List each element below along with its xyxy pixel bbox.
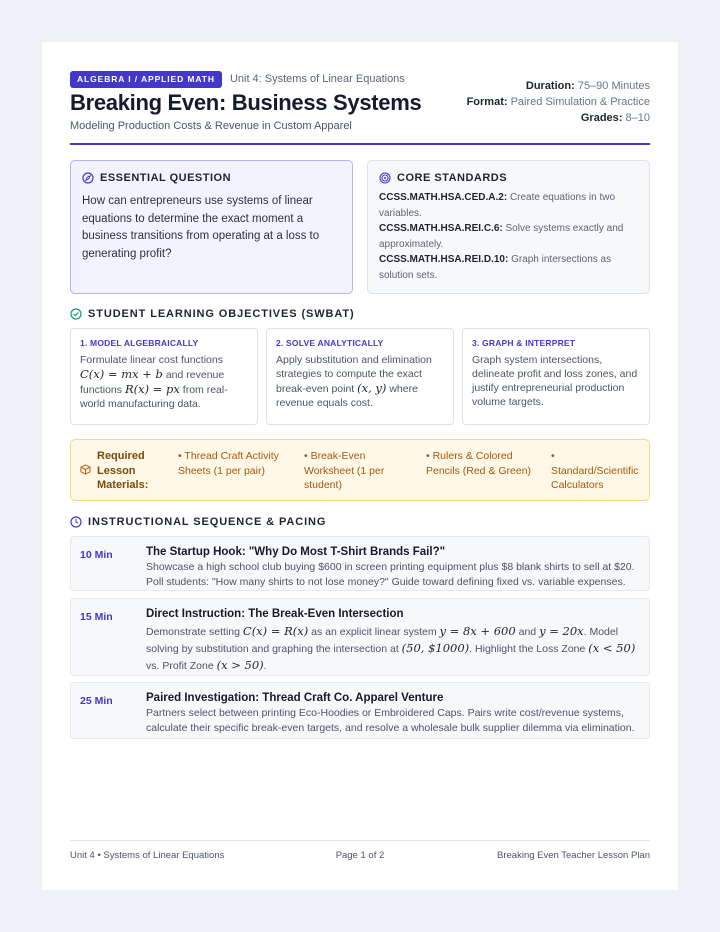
sequence-title: INSTRUCTIONAL SEQUENCE & PACING — [70, 516, 326, 528]
objective-heading: 2. SOLVE ANALYTICALLY — [276, 338, 384, 348]
objective-text: Apply substitution and elimination strategies to compute the exact break-even point (x, y) where revenue equals cost. — [276, 354, 432, 409]
core-standards-title: CORE STANDARDS — [379, 171, 638, 185]
objective-card — [70, 328, 258, 425]
page-content — [70, 70, 650, 861]
pacing-text: Partners select between printing Eco-Hoodies or Embroidered Caps. Pairs write cost/revenue systems, calculate their specific break-even targets, and resolve a wholesale bulk supplier dilemma via elimination. — [146, 707, 635, 734]
pacing-row — [70, 682, 650, 739]
pacing-time: 15 Min — [80, 611, 113, 623]
material-item: • Standard/Scientific Calculators — [551, 450, 639, 491]
objectives-title: STUDENT LEARNING OBJECTIVES (SWBAT) — [70, 308, 355, 320]
materials-label: Required Lesson Materials: — [97, 450, 149, 491]
footer-doc-title: Breaking Even Teacher Lesson Plan — [497, 850, 650, 861]
essential-question-title: ESSENTIAL QUESTION — [82, 171, 341, 185]
pacing-heading: Paired Investigation: Thread Craft Co. Apparel Venture — [146, 692, 444, 704]
objective-text: Graph system intersections, delineate profit and loss zones, and justify entrepreneurial production volume targets. — [472, 354, 638, 408]
pacing-heading: Direct Instruction: The Break-Even Intersection — [146, 608, 404, 620]
target-icon — [379, 172, 391, 184]
pacing-row — [70, 598, 650, 676]
objectives-grid — [70, 328, 650, 425]
standard-item: CCSS.MATH.HSA.REI.D.10: Graph intersections as solution sets. — [379, 254, 612, 281]
material-item: • Rulers & Colored Pencils (Red & Green) — [426, 450, 532, 477]
footer-unit: Unit 4 • Systems of Linear Equations — [70, 850, 225, 861]
objective-card — [266, 328, 454, 425]
meta-duration: Duration: 75–90 Minutes — [525, 80, 650, 92]
essential-question-card — [70, 160, 353, 294]
objective-card — [462, 328, 650, 425]
objective-heading: 3. GRAPH & INTERPRET — [472, 338, 576, 348]
box-icon — [80, 464, 91, 475]
lesson-plan-page — [42, 42, 678, 890]
clock-icon — [70, 516, 82, 528]
header — [70, 70, 650, 145]
top-cards — [70, 160, 650, 294]
pacing-heading: The Startup Hook: "Why Do Most T-Shirt Brands Fail?" — [146, 546, 446, 558]
meta-grades: Grades: 8–10 — [580, 112, 650, 124]
tag-row — [70, 70, 405, 88]
standard-item: CCSS.MATH.HSA.CED.A.2: Create equations in two variables. — [379, 192, 616, 219]
page-footer — [70, 840, 650, 860]
cost-function-math: C(x) = mx + b — [80, 367, 163, 381]
pacing-time: 10 Min — [80, 549, 113, 561]
materials-box — [70, 439, 650, 501]
unit-label: Unit 4: Systems of Linear Equations — [229, 73, 405, 85]
meta-format: Format: Paired Simulation & Practice — [466, 96, 650, 108]
pacing-text: Demonstrate setting C(x) = R(x) as an explicit linear system y = 8x + 600 and y = 20x. Model solving by substitution and graphing the intersection at (50, $1000). Highlight the Loss Zone (x < 50) vs. Profit Zone (x > 50). — [146, 624, 636, 672]
course-tag: ALGEBRA I / APPLIED MATH — [70, 71, 222, 88]
pacing-row — [70, 536, 650, 591]
essential-question-text: How can entrepreneurs use systems of linear equations to determine the exact moment a business transitions from operating at a loss to generating profit? — [82, 195, 320, 260]
footer-page-number: Page 1 of 2 — [335, 850, 385, 861]
pacing-time: 25 Min — [80, 695, 113, 707]
objective-heading: 1. MODEL ALGEBRAICALLY — [80, 338, 199, 348]
page-title: Breaking Even: Business Systems — [70, 90, 422, 115]
objective-text: Formulate linear cost functions C(x) = mx + b and revenue functions R(x) = px from real-world manufacturing data. — [80, 354, 228, 410]
material-item: • Break-Even Worksheet (1 per student) — [304, 450, 385, 491]
revenue-function-math: R(x) = px — [124, 382, 180, 396]
pacing-text: Showcase a high school club buying $600 in screen printing equipment plus $8 blank shirts to sell at $20. Poll students: "How many shirts to not lose money?" Guide toward defining fixed vs. variable expenses. — [146, 561, 635, 588]
compass-icon — [82, 172, 94, 184]
break-even-point-math: (x, y) — [357, 381, 387, 395]
standards-list — [379, 190, 638, 283]
material-item: • Thread Craft Activity Sheets (1 per pair) — [178, 450, 279, 477]
check-circle-icon — [70, 308, 82, 320]
standard-item: CCSS.MATH.HSA.REI.C.6: Solve systems exactly and approximately. — [379, 223, 624, 250]
lesson-meta — [467, 78, 650, 126]
page-subtitle: Modeling Production Costs & Revenue in Custom Apparel — [70, 120, 352, 132]
core-standards-card — [367, 160, 650, 294]
